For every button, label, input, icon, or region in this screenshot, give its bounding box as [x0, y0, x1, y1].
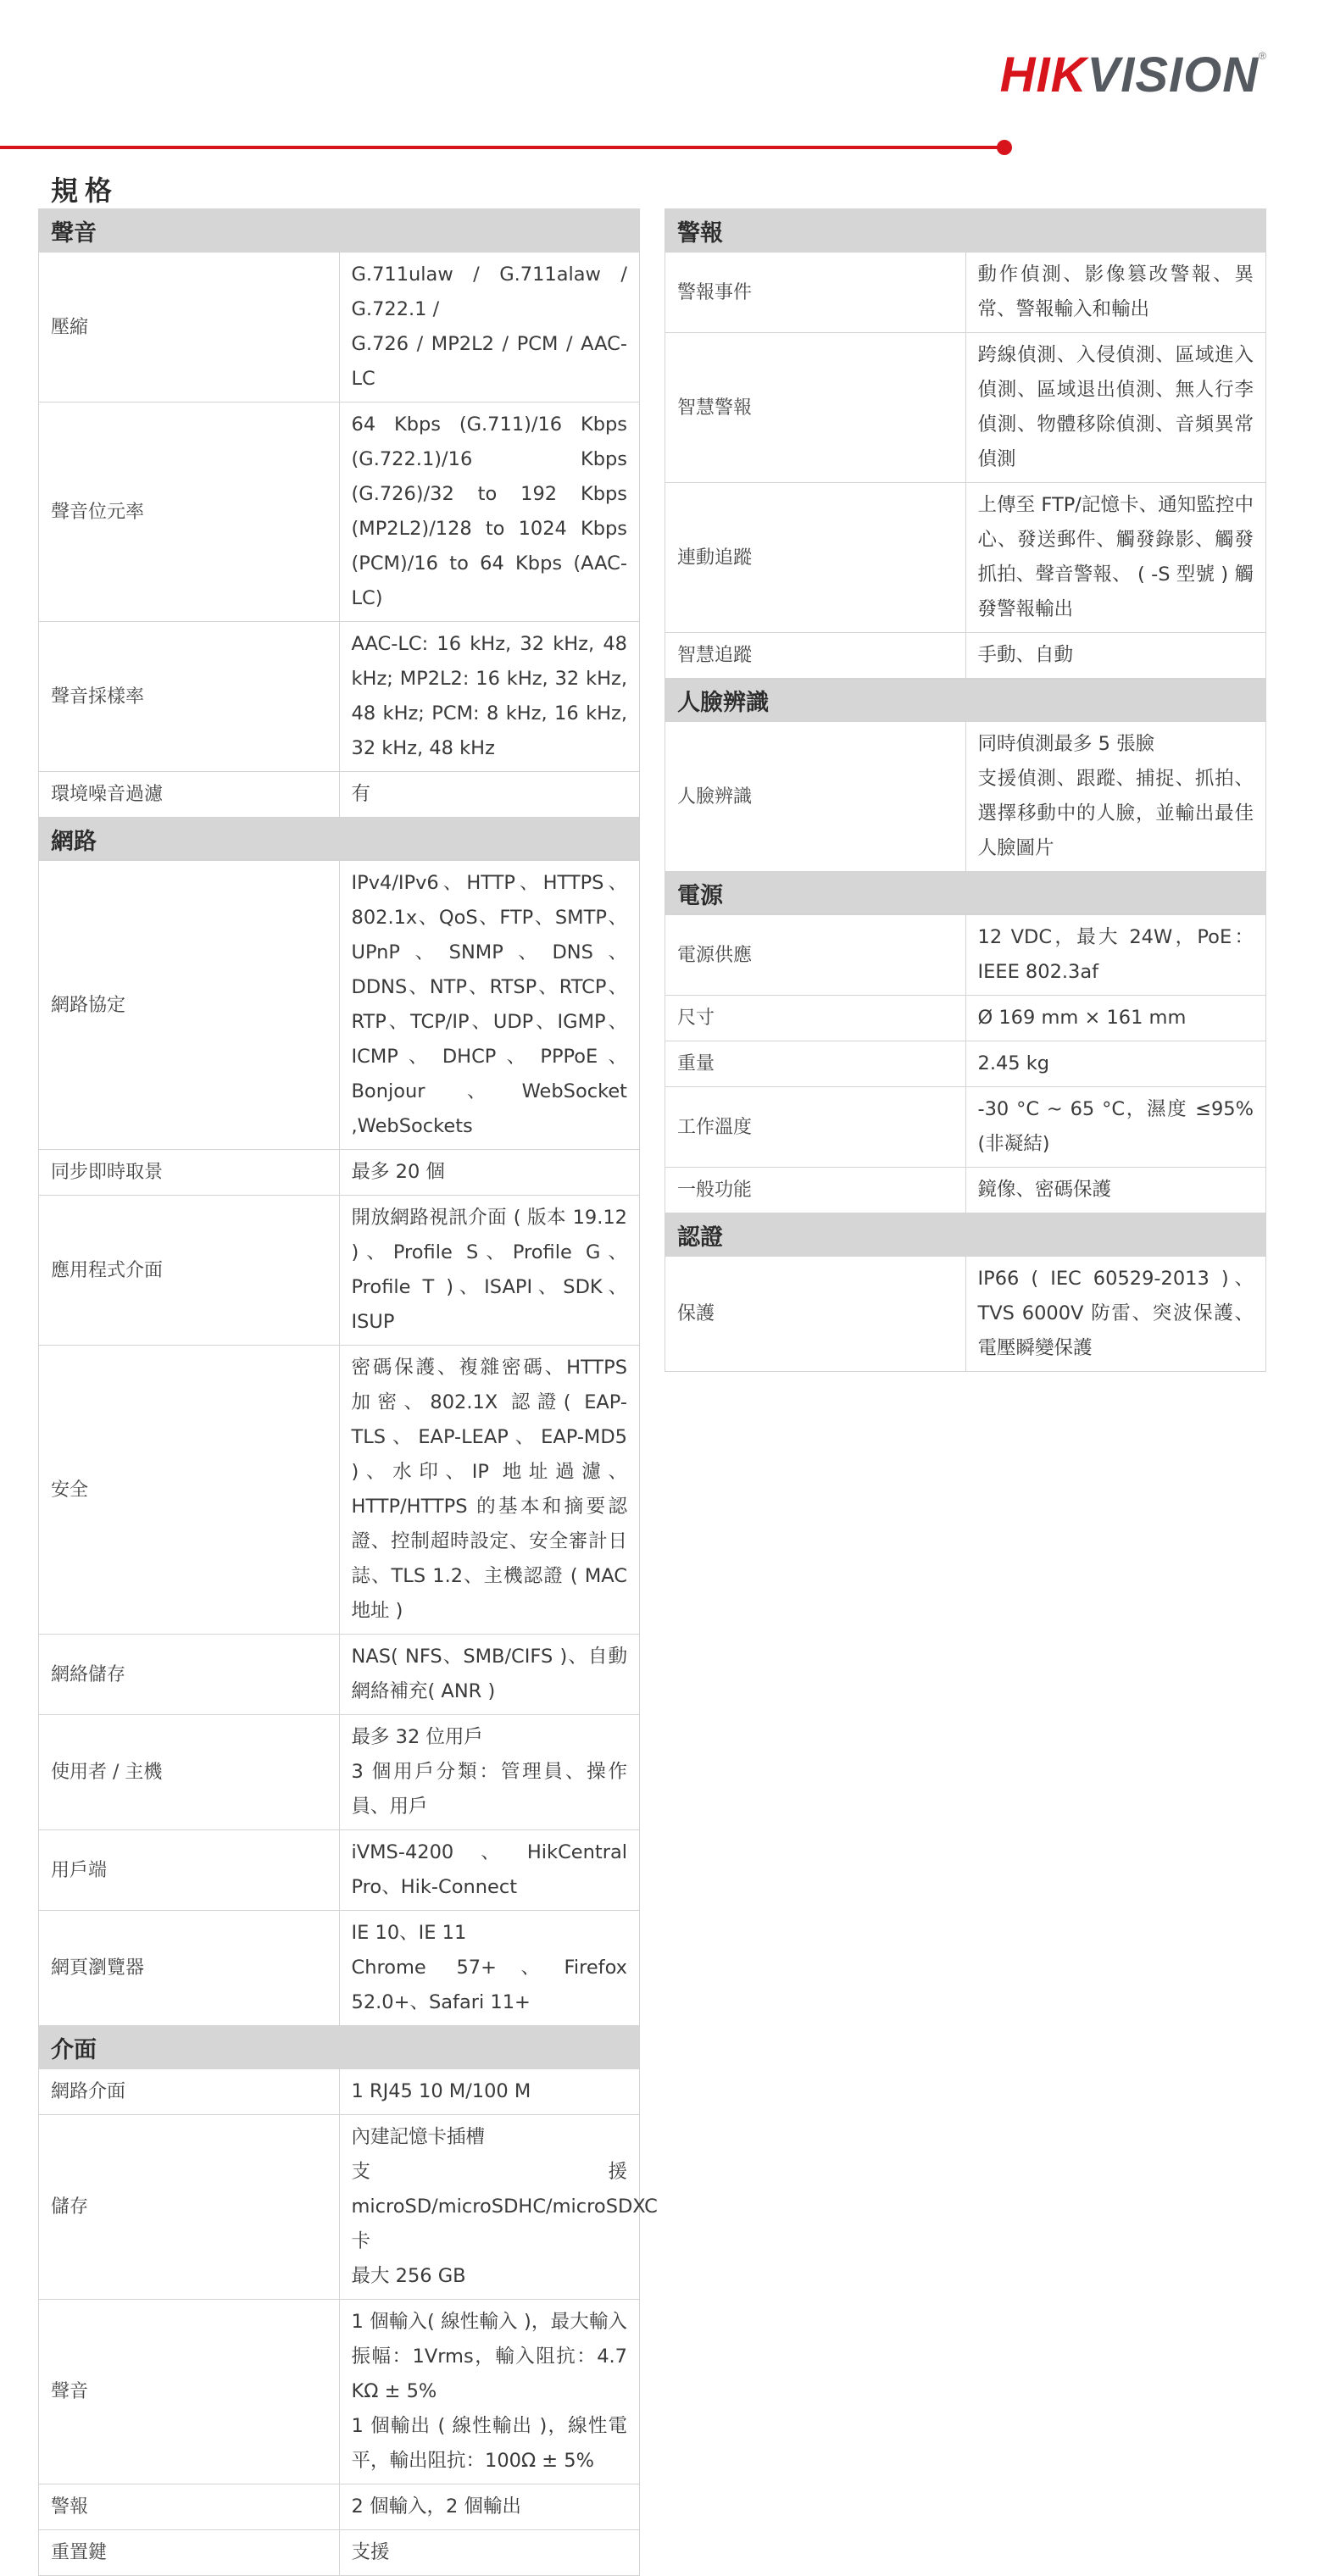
spec-value [339, 2530, 640, 2576]
spec-value [339, 2300, 640, 2484]
section-title: 網路 [39, 818, 640, 861]
spec-value-line: 密碼保護、複雜密碼、HTTPS 加密、802.1X 認證( EAP-TLS、EAP-LEAP、EAP-MD5 )、水印、IP 地址過濾、HTTP/HTTPS 的基本和摘要認證、控制超時設定、安全審計日誌、TLS 1.2、主機認證 ( MAC 地址 ) [351, 1357, 627, 1622]
spec-value-line: IPv4/IPv6、HTTP、HTTPS、802.1x、QoS、FTP、SMTP、UPnP、SNMP、DNS、DDNS、NTP、RTSP、RTCP、RTP、TCP/IP、UDP、IGMP、ICMP 、 DHCP 、 PPPoE 、 Bonjour 、WebSocket ,WebSockets [351, 872, 627, 1137]
spec-label: 警報 [39, 2484, 340, 2530]
spec-label: 壓縮 [39, 253, 340, 402]
spec-value-line: 64 Kbps (G.711)/16 Kbps (G.722.1)/16 Kbps (G.726)/32 to 192 Kbps (MP2L2)/128 to 1024 Kbps (PCM)/16 to 64 Kbps (AAC-LC) [351, 414, 627, 609]
section-header-row [665, 872, 1266, 915]
spec-label: 聲音位元率 [39, 402, 340, 622]
spec-value-line: G.711ulaw / G.711alaw / G.722.1 / [351, 264, 627, 320]
spec-label: 環境噪音過濾 [39, 772, 340, 818]
spec-row [39, 772, 640, 818]
spec-value [339, 622, 640, 772]
spec-value-line: 1 個輸出 ( 線性輸出 )，線性電平，輸出阻抗：100Ω ± 5% [351, 2415, 627, 2472]
page-title: 規格 [51, 175, 120, 207]
spec-row [39, 861, 640, 1150]
spec-label: 智慧警報 [665, 333, 966, 483]
spec-value-line: 12 VDC，最大 24W，PoE：IEEE 802.3af [977, 926, 1254, 983]
spec-value [965, 996, 1266, 1041]
spec-label: 尺寸 [665, 996, 966, 1041]
spec-value-line: 支援 microSD/microSDHC/microSDXC 卡 [351, 2161, 658, 2252]
spec-value [339, 2069, 640, 2115]
spec-label: 用戶端 [39, 1830, 340, 1911]
spec-value [339, 1911, 640, 2026]
spec-value [339, 402, 640, 622]
spec-value-line: 最多 32 位用戶 [351, 1726, 483, 1748]
spec-value [339, 2484, 640, 2530]
spec-table [665, 208, 1266, 1372]
spec-label: 應用程式介面 [39, 1196, 340, 1346]
spec-row [39, 1830, 640, 1911]
spec-row [39, 2484, 640, 2530]
spec-row [39, 1150, 640, 1196]
spec-value-line: 2.45 kg [977, 1052, 1050, 1074]
section-title: 警報 [665, 209, 1266, 253]
spec-label: 智慧追蹤 [665, 633, 966, 679]
spec-row [39, 253, 640, 402]
spec-value-line: 1 個輸入( 線性輸入 )，最大輸入振幅：1Vrms，輸入阻抗：4.7 KΩ ± 5% [351, 2311, 627, 2402]
spec-value [339, 1830, 640, 1911]
spec-value [965, 915, 1266, 996]
spec-value [339, 1346, 640, 1635]
spec-row [39, 2069, 640, 2115]
section-header-row [39, 209, 640, 253]
spec-row [39, 1715, 640, 1830]
section-header-row [39, 2026, 640, 2069]
spec-value-line: Chrome 57+、Firefox 52.0+、Safari 11+ [351, 1957, 627, 2013]
spec-row [39, 2300, 640, 2484]
spec-label: 網路介面 [39, 2069, 340, 2115]
spec-value-line: IP66 ( IEC 60529-2013 )、TVS 6000V 防雷、突波保護、電壓瞬變保護 [977, 1268, 1254, 1359]
spec-value [339, 2115, 658, 2300]
spec-row [39, 2530, 640, 2576]
spec-value-line: 最多 20 個 [351, 1161, 445, 1183]
spec-row [39, 1635, 640, 1715]
spec-row [665, 915, 1266, 996]
section-title: 聲音 [39, 209, 640, 253]
spec-value-line: 3 個用戶分類：管理員、操作員、用戶 [351, 1761, 627, 1818]
spec-value-line: iVMS-4200、HikCentral Pro、Hik-Connect [351, 1841, 627, 1898]
spec-value [965, 722, 1266, 872]
spec-row [39, 1196, 640, 1346]
spec-value-line: 最大 256 GB [351, 2265, 466, 2287]
spec-value-line: 上傳至 FTP/記憶卡、通知監控中心、發送郵件、觸發錄影、觸發抓拍、聲音警報、 ( -S 型號 ) 觸發警報輸出 [977, 494, 1254, 620]
spec-value [965, 1041, 1266, 1087]
spec-value [339, 861, 640, 1150]
hikvision-logo: HIKVISION® [999, 47, 1267, 103]
spec-row [665, 1041, 1266, 1087]
spec-value-line: 1 RJ45 10 M/100 M [351, 2080, 531, 2102]
section-header-row [665, 679, 1266, 722]
spec-value-line: 手動、自動 [977, 644, 1074, 666]
spec-value [339, 1715, 640, 1830]
spec-value-line: 支援偵測、跟蹤、捕捉、抓拍、選擇移動中的人臉，並輸出最佳人臉圖片 [977, 768, 1254, 859]
spec-value [965, 1257, 1266, 1372]
spec-value-line: 支援 [351, 2541, 390, 2563]
spec-row [39, 402, 640, 622]
spec-label: 工作溫度 [665, 1087, 966, 1168]
spec-value-line: 動作偵測、影像篡改警報、異常、警報輸入和輸出 [977, 264, 1254, 320]
section-title: 介面 [39, 2026, 640, 2069]
spec-value-line: 同時偵測最多 5 張臉 [977, 733, 1155, 755]
spec-value [339, 1196, 640, 1346]
spec-label: 電源供應 [665, 915, 966, 996]
spec-row [39, 622, 640, 772]
spec-value [339, 1150, 640, 1196]
spec-value-line: 2 個輸入，2 個輸出 [351, 2496, 521, 2518]
left-spec-column [38, 208, 658, 2576]
spec-label: 使用者 / 主機 [39, 1715, 340, 1830]
spec-label: 人臉辨識 [665, 722, 966, 872]
spec-value-line: Ø 169 mm × 161 mm [977, 1007, 1187, 1029]
spec-label: 同步即時取景 [39, 1150, 340, 1196]
spec-value-line: NAS( NFS、SMB/CIFS )、自動網絡補充( ANR ) [351, 1646, 627, 1702]
section-header-row [39, 818, 640, 861]
spec-value-line: 內建記憶卡插槽 [351, 2126, 486, 2148]
spec-label: 重置鍵 [39, 2530, 340, 2576]
section-title: 人臉辨識 [665, 679, 1266, 722]
spec-row [665, 633, 1266, 679]
spec-label: 安全 [39, 1346, 340, 1635]
spec-value-line: -30 °C ~ 65 °C，濕度 ≤95% (非凝結) [977, 1098, 1254, 1155]
spec-value [339, 1635, 640, 1715]
header-red-line [0, 146, 998, 149]
spec-value-line: G.726 / MP2L2 / PCM / AAC-LC [351, 333, 627, 390]
spec-row [39, 1346, 640, 1635]
spec-row [665, 722, 1266, 872]
section-title: 電源 [665, 872, 1266, 915]
spec-label: 連動追蹤 [665, 483, 966, 633]
spec-label: 聲音採樣率 [39, 622, 340, 772]
section-header-row [665, 1213, 1266, 1257]
spec-value [965, 633, 1266, 679]
spec-row [665, 253, 1266, 333]
spec-label: 保護 [665, 1257, 966, 1372]
spec-label: 網絡儲存 [39, 1635, 340, 1715]
spec-value-line: 鏡像、密碼保護 [977, 1179, 1112, 1201]
spec-value-line: IE 10、IE 11 [351, 1922, 467, 1944]
spec-label: 重量 [665, 1041, 966, 1087]
spec-value [965, 483, 1266, 633]
spec-label: 警報事件 [665, 253, 966, 333]
spec-value [965, 253, 1266, 333]
spec-label: 一般功能 [665, 1168, 966, 1213]
spec-row [665, 1087, 1266, 1168]
spec-label: 聲音 [39, 2300, 340, 2484]
spec-row [665, 333, 1266, 483]
spec-value-line: 開放網路視訊介面 ( 版本 19.12 )、Profile S、Profile G、Profile T )、ISAPI、SDK、ISUP [351, 1207, 627, 1333]
spec-row [665, 1257, 1266, 1372]
section-title: 認證 [665, 1213, 1266, 1257]
spec-value [965, 1087, 1266, 1168]
spec-value [965, 1168, 1266, 1213]
spec-value-line: AAC-LC: 16 kHz, 32 kHz, 48 kHz; MP2L2: 16 kHz, 32 kHz, 48 kHz; PCM: 8 kHz, 16 kHz, 32 kHz, 48 kHz [351, 633, 627, 759]
spec-row [39, 2115, 640, 2300]
spec-value-line: 跨線偵測、入侵偵測、區域進入偵測、區域退出偵測、無人行李偵測、物體移除偵測、音頻異常偵測 [977, 344, 1254, 470]
section-header-row [665, 209, 1266, 253]
spec-row [665, 996, 1266, 1041]
spec-label: 網路協定 [39, 861, 340, 1150]
right-spec-column [665, 208, 1266, 1372]
spec-label: 儲存 [39, 2115, 340, 2300]
spec-label: 網頁瀏覽器 [39, 1911, 340, 2026]
spec-value [339, 772, 640, 818]
header-red-dot [997, 140, 1012, 155]
spec-row [665, 483, 1266, 633]
spec-value-line: 有 [351, 783, 371, 805]
spec-table [38, 208, 658, 2576]
spec-value [339, 253, 640, 402]
spec-row [39, 1911, 640, 2026]
spec-value [965, 333, 1266, 483]
spec-row [665, 1168, 1266, 1213]
